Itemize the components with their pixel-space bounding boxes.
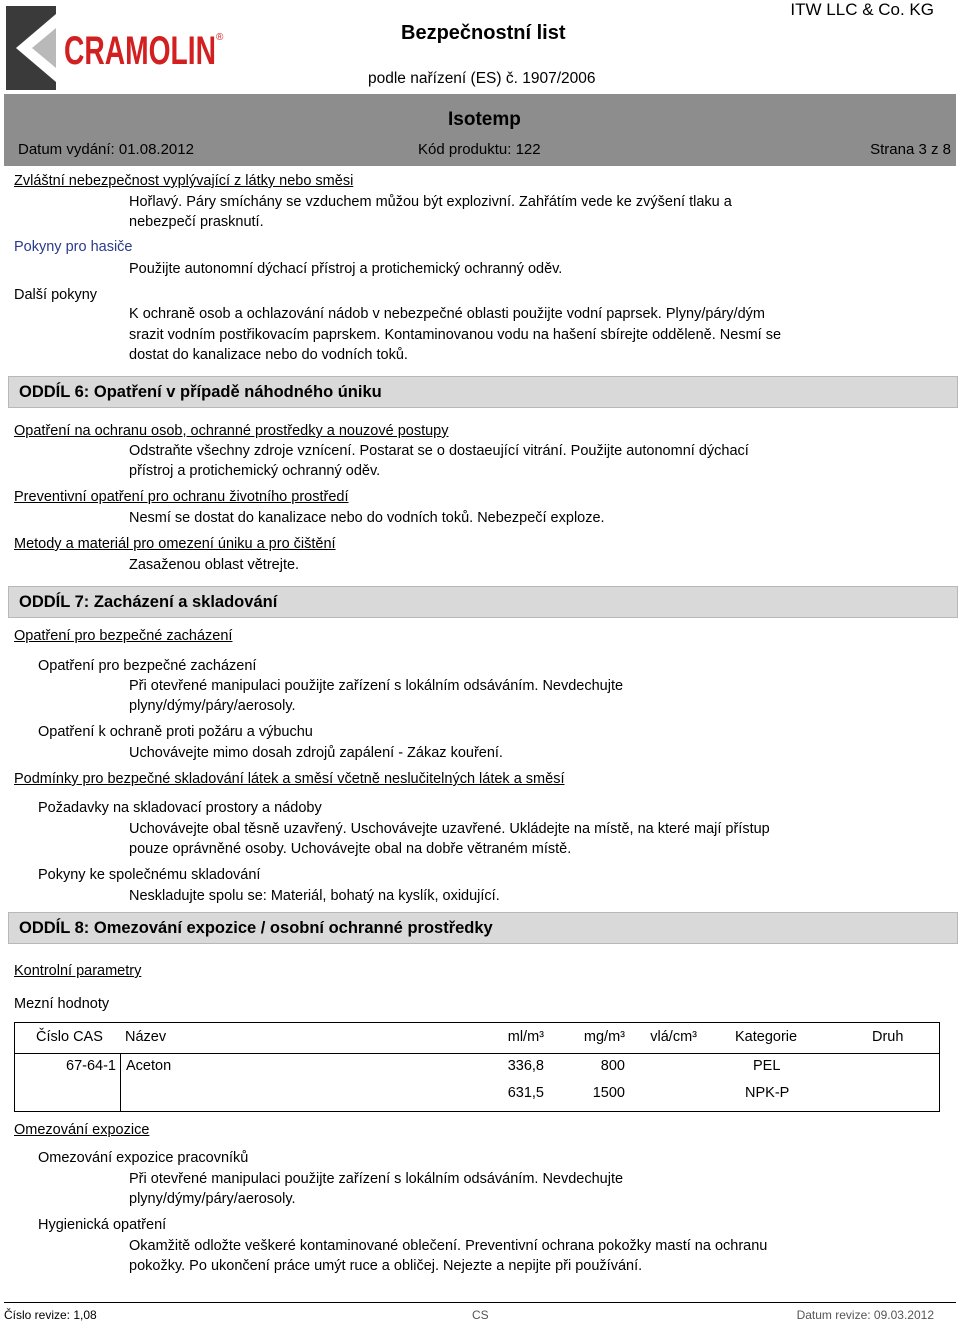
section-6-header	[8, 376, 958, 408]
s7-storage-rooms-subheading: Požadavky na skladovací prostory a nádoby	[38, 800, 322, 816]
page-number: Strana 3 z 8	[870, 141, 951, 158]
s7-storage-rooms-text-1: Uchovávejte obal těsně uzavřený. Uschovávejte uzavřené. Ukládejte na místě, na které mají přístup	[129, 821, 770, 837]
section-7-title: ODDÍL 7: Zacházení a skladování	[19, 593, 278, 611]
cramolin-logo	[6, 6, 226, 90]
th-name: Název	[125, 1029, 167, 1045]
other-instructions-text-2: srazit vodním postřikovacím paprskem. Kontaminovanou vodu na hašení sbírejte odděleně. Nesmí se	[129, 327, 782, 343]
s8-worker-exposure-text-1: Při otevřené manipulaci použijte zařízení s lokálním odsáváním. Nevdechujte	[129, 1171, 624, 1187]
s7-fire-protection-text: Uchovávejte mimo dosah zdrojů zapálení - Zákaz kouření.	[129, 745, 503, 761]
regulation-text: podle nařízení (ES) č. 1907/2006	[368, 70, 596, 87]
other-instructions-text-1: K ochraně osob a ochlazování nádob v nebezpečné oblasti použijte vodní paprsek. Plyny/páry/dým	[129, 306, 765, 322]
s7-safe-handling-text-2: plyny/dýmy/páry/aerosoly.	[129, 698, 296, 714]
svg-text:CRAMOLIN: CRAMOLIN	[64, 29, 216, 73]
document-title: Bezpečnostní list	[401, 22, 566, 44]
th-cas: Číslo CAS	[36, 1029, 103, 1045]
revision-number: Číslo revize: 1,08	[4, 1308, 97, 1322]
special-hazard-text-1: Hořlavý. Páry smíchány se vzduchem můžou být explozivní. Zahřátím vede ke zvýšení tlaku a	[129, 194, 732, 210]
language-code: CS	[472, 1308, 489, 1322]
s6-environmental-heading: Preventivní opatření pro ochranu životního prostředí	[14, 489, 349, 505]
product-name: Isotemp	[448, 109, 521, 130]
s6-personal-precautions-text-2: přístroj a protichemický ochranný oděv.	[129, 463, 381, 479]
s7-fire-protection-subheading: Opatření k ochraně proti požáru a výbuchu	[38, 724, 313, 740]
s6-personal-precautions-heading: Opatření na ochranu osob, ochranné prostředky a nouzové postupy	[14, 423, 449, 439]
s7-storage-rooms-text-2: pouze oprávněné osoby. Uchovávejte obal na dobře větraném místě.	[129, 841, 572, 857]
th-ml-m3: ml/m³	[507, 1029, 544, 1045]
s7-safe-handling-text-1: Při otevřené manipulaci použijte zařízení s lokálním odsáváním. Nevdechujte	[129, 678, 624, 694]
table-column-divider	[120, 1053, 121, 1112]
company-name: ITW LLC & Co. KG	[790, 0, 934, 19]
other-instructions-heading: Další pokyny	[14, 287, 98, 303]
other-instructions-text-3: dostat do kanalizace nebo do vodních toků.	[129, 347, 408, 363]
s8-control-parameters-heading: Kontrolní parametry	[14, 963, 142, 979]
td-mg-m3: 800	[600, 1058, 625, 1074]
td-cas: 67-64-1	[66, 1058, 116, 1074]
s8-worker-exposure-text-2: plyny/dýmy/páry/aerosoly.	[129, 1191, 296, 1207]
s6-cleanup-text: Zasaženou oblast větrejte.	[129, 557, 300, 573]
s7-joint-storage-subheading: Pokyny ke společnému skladování	[38, 867, 261, 883]
special-hazard-text-2: nebezpečí prasknutí.	[129, 214, 264, 230]
section-7-header	[8, 586, 958, 618]
s8-hygiene-subheading: Hygienická opatření	[38, 1217, 167, 1233]
s8-hygiene-text-1: Okamžitě odložte veškeré kontaminované oblečení. Preventivní ochrana pokožky mastí na ochranu	[129, 1238, 768, 1254]
issue-date: Datum vydání: 01.08.2012	[18, 141, 194, 158]
s8-limit-values-heading: Mezní hodnoty	[14, 996, 110, 1012]
section-6-title: ODDÍL 6: Opatření v případě náhodného úniku	[19, 383, 382, 401]
firefighters-text: Použijte autonomní dýchací přístroj a protichemický ochranný oděv.	[129, 261, 563, 277]
s8-exposure-controls-heading: Omezování expozice	[14, 1122, 150, 1138]
s8-hygiene-text-2: pokožky. Po ukončení práce umýt ruce a obličej. Nejezte a nepijte při používání.	[129, 1258, 643, 1274]
table-header-divider	[14, 1053, 940, 1054]
td-mg-m3: 1500	[592, 1085, 625, 1101]
th-fibres-cm3: vlá/cm³	[650, 1029, 697, 1045]
s8-worker-exposure-subheading: Omezování expozice pracovníků	[38, 1150, 249, 1166]
svg-text:®: ®	[216, 32, 224, 43]
footer-divider	[4, 1302, 956, 1303]
s6-personal-precautions-text-1: Odstraňte všechny zdroje vznícení. Postarat se o dostaeující vitrání. Použijte autonomní dýchací	[129, 443, 749, 459]
s7-joint-storage-text: Neskladujte spolu se: Materiál, bohatý na kyslík, oxidující.	[129, 888, 500, 904]
revision-date: Datum revize: 09.03.2012	[796, 1308, 934, 1322]
s7-storage-heading: Podmínky pro bezpečné skladování látek a směsí včetně neslučitelných látek a směsí	[14, 771, 565, 787]
section-8-title: ODDÍL 8: Omezování expozice / osobní ochranné prostředky	[19, 919, 493, 937]
td-category: NPK-P	[745, 1085, 790, 1101]
firefighters-heading: Pokyny pro hasiče	[14, 239, 133, 255]
special-hazard-heading: Zvláštní nebezpečnost vyplývající z látky nebo směsi	[14, 173, 354, 189]
th-category: Kategorie	[735, 1029, 798, 1045]
section-8-header	[8, 912, 958, 944]
th-type: Druh	[872, 1029, 904, 1045]
td-category: PEL	[753, 1058, 781, 1074]
s7-safe-handling-subheading: Opatření pro bezpečné zacházení	[38, 658, 257, 674]
s7-safe-handling-heading: Opatření pro bezpečné zacházení	[14, 628, 233, 644]
td-ml-m3: 631,5	[507, 1085, 544, 1101]
product-code: Kód produktu: 122	[418, 141, 541, 158]
td-name: Aceton	[126, 1058, 172, 1074]
th-mg-m3: mg/m³	[583, 1029, 625, 1045]
s6-environmental-text: Nesmí se dostat do kanalizace nebo do vodních toků. Nebezpečí exploze.	[129, 510, 605, 526]
s6-cleanup-heading: Metody a materiál pro omezení úniku a pro čištění	[14, 536, 336, 552]
td-ml-m3: 336,8	[507, 1058, 544, 1074]
